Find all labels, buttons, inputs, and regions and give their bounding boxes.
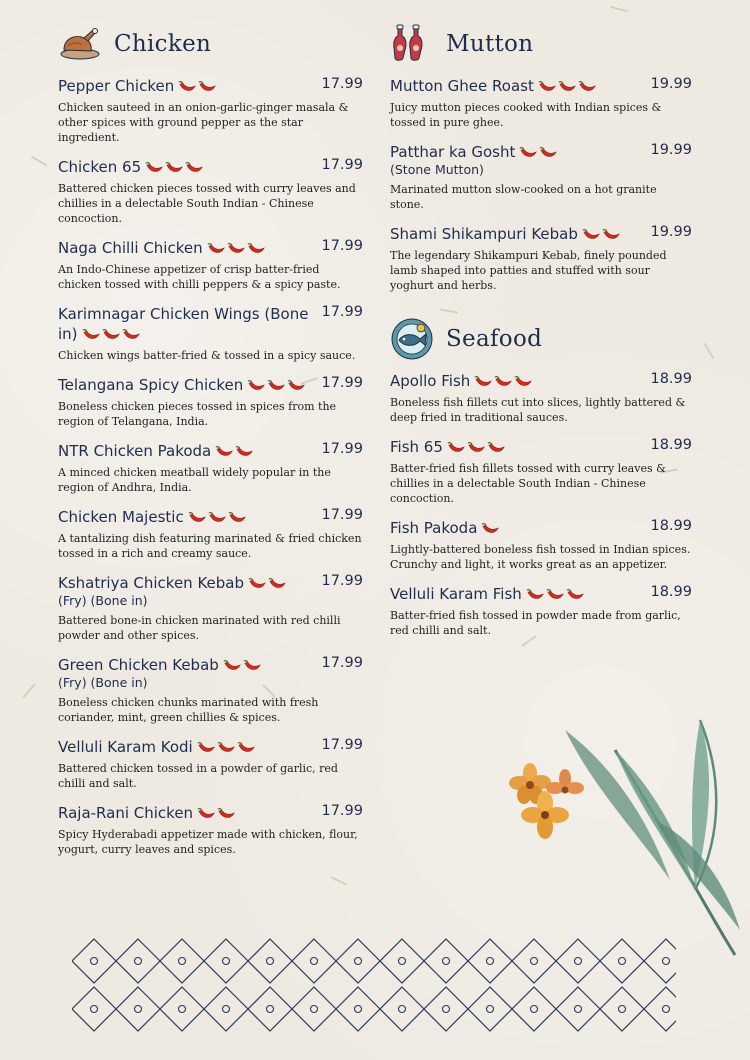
pattern-diamond bbox=[468, 939, 512, 983]
menu-item-header bbox=[390, 437, 692, 457]
menu-item-price: 19.99 bbox=[650, 142, 692, 158]
menu-item-name: Telangana Spicy Chicken bbox=[58, 376, 244, 394]
menu-item-header bbox=[58, 304, 363, 344]
menu-item-header bbox=[390, 142, 692, 178]
red-chili-icon bbox=[235, 445, 254, 459]
heat-level bbox=[481, 522, 500, 536]
seafood-items bbox=[390, 371, 692, 638]
menu-item-description: Boneless fish fillets cut into slices, lightly battered & deep fried in traditional sauces. bbox=[390, 396, 686, 424]
menu-item-price: 19.99 bbox=[650, 224, 692, 240]
pattern-diamond bbox=[116, 939, 160, 983]
red-chili-icon bbox=[243, 659, 262, 673]
menu-item bbox=[390, 142, 692, 212]
menu-item-header bbox=[390, 224, 692, 244]
seafood-title: Seafood bbox=[446, 326, 543, 352]
red-chili-icon bbox=[481, 522, 500, 536]
red-chili-icon bbox=[514, 375, 533, 389]
menu-item-price: 19.99 bbox=[650, 76, 692, 92]
pattern-dot bbox=[223, 1006, 230, 1013]
menu-item-title bbox=[58, 304, 317, 344]
red-chili-icon bbox=[247, 379, 266, 393]
menu-item-title bbox=[58, 573, 287, 609]
chicken-title: Chicken bbox=[114, 31, 212, 57]
menu-item-name: Chicken Majestic bbox=[58, 508, 184, 526]
menu-item-title bbox=[58, 507, 247, 527]
menu-item-description: A minced chicken meatball widely popular in the region of Andhra, India. bbox=[58, 466, 331, 494]
menu-item-title bbox=[390, 142, 558, 178]
menu-item-description: Juicy mutton pieces cooked with Indian spices & tossed in pure ghee. bbox=[390, 101, 662, 129]
pattern-diamond bbox=[644, 939, 676, 983]
red-chili-icon bbox=[165, 161, 184, 175]
menu-item-name: Velluli Karam Kodi bbox=[58, 738, 193, 756]
menu-item-header bbox=[58, 238, 363, 258]
heat-level bbox=[538, 80, 597, 94]
menu-item-header bbox=[390, 584, 692, 604]
red-chili-icon bbox=[198, 80, 217, 94]
red-chili-icon bbox=[215, 445, 234, 459]
red-chili-icon bbox=[247, 242, 266, 256]
pattern-dot bbox=[355, 1006, 362, 1013]
menu-item-title bbox=[58, 737, 256, 757]
menu-item-header bbox=[58, 573, 363, 609]
menu-item-name: Raja-Rani Chicken bbox=[58, 804, 194, 822]
pattern-dot bbox=[179, 958, 186, 965]
pattern-dot bbox=[311, 1006, 318, 1013]
red-chili-icon bbox=[474, 375, 493, 389]
pattern-dot bbox=[531, 958, 538, 965]
heat-level bbox=[519, 146, 558, 160]
red-chili-icon bbox=[185, 161, 204, 175]
red-chili-icon bbox=[538, 80, 557, 94]
heat-level bbox=[582, 228, 621, 242]
red-chili-icon bbox=[519, 146, 538, 160]
pattern-diamond bbox=[292, 939, 336, 983]
heat-level bbox=[247, 379, 306, 393]
menu-item bbox=[390, 584, 692, 638]
menu-item-title bbox=[58, 655, 262, 691]
heat-level bbox=[215, 445, 254, 459]
pattern-dot bbox=[619, 1006, 626, 1013]
heat-level bbox=[197, 807, 236, 821]
diamond-pattern-border bbox=[72, 937, 676, 1033]
menu-item-description: Chicken wings batter-fried & tossed in a spicy sauce. bbox=[58, 349, 356, 362]
mutton-chops-icon bbox=[390, 22, 434, 66]
menu-item bbox=[390, 437, 692, 506]
pattern-diamond bbox=[292, 987, 336, 1031]
menu-item bbox=[58, 76, 363, 145]
pattern-diamond bbox=[336, 987, 380, 1031]
pattern-dot bbox=[575, 958, 582, 965]
menu-item-name: Karimnagar Chicken Wings (Bone in) bbox=[58, 305, 309, 343]
menu-item-description: Marinated mutton slow-cooked on a hot granite stone. bbox=[390, 183, 657, 211]
menu-item-price: 18.99 bbox=[650, 371, 692, 387]
heat-level bbox=[526, 588, 585, 602]
red-chili-icon bbox=[287, 379, 306, 393]
menu-item-header bbox=[58, 803, 363, 823]
pattern-diamond bbox=[424, 939, 468, 983]
pattern-diamond bbox=[160, 987, 204, 1031]
pattern-diamond bbox=[644, 987, 676, 1031]
pattern-diamond bbox=[248, 987, 292, 1031]
menu-item-description: Batter-fried fish fillets tossed with curry leaves & chillies in a delectable South Indian - Chinese concoction. bbox=[390, 462, 666, 505]
red-chili-icon bbox=[447, 441, 466, 455]
menu-item-title bbox=[390, 224, 621, 244]
red-chili-icon bbox=[467, 441, 486, 455]
red-chili-icon bbox=[217, 807, 236, 821]
chicken-items bbox=[58, 76, 363, 857]
menu-item-name: Patthar ka Gosht bbox=[390, 143, 516, 161]
menu-item-price: 18.99 bbox=[650, 584, 692, 600]
menu-item-name: Kshatriya Chicken Kebab bbox=[58, 574, 245, 592]
pattern-diamond bbox=[600, 939, 644, 983]
menu-item-header bbox=[390, 76, 692, 96]
red-chili-icon bbox=[178, 80, 197, 94]
pattern-dot bbox=[179, 1006, 186, 1013]
menu-item-header bbox=[58, 737, 363, 757]
pattern-dot bbox=[399, 1006, 406, 1013]
red-chili-icon bbox=[582, 228, 601, 242]
red-chili-icon bbox=[558, 80, 577, 94]
menu-item-header bbox=[58, 375, 363, 395]
menu-item-title bbox=[390, 76, 597, 96]
menu-item-title bbox=[390, 437, 506, 457]
pattern-dot bbox=[619, 958, 626, 965]
roast-chicken-icon bbox=[58, 22, 102, 66]
pattern-dot bbox=[135, 1006, 142, 1013]
menu-item-name: Pepper Chicken bbox=[58, 77, 175, 95]
mutton-header bbox=[390, 22, 692, 66]
pattern-dot bbox=[443, 1006, 450, 1013]
menu-item bbox=[58, 238, 363, 292]
red-chili-icon bbox=[566, 588, 585, 602]
menu-item-description: A tantalizing dish featuring marinated & fried chicken tossed in a rich and creamy sauce. bbox=[58, 532, 362, 560]
fish-plate-icon bbox=[390, 317, 434, 361]
pattern-dot bbox=[267, 1006, 274, 1013]
menu-item-description: An Indo-Chinese appetizer of crisp batter-fried chicken tossed with chilli peppers & a spicy paste. bbox=[58, 263, 341, 291]
menu-item-name: Mutton Ghee Roast bbox=[390, 77, 534, 95]
pattern-diamond bbox=[556, 987, 600, 1031]
pattern-diamond bbox=[116, 987, 160, 1031]
pattern-dot bbox=[223, 958, 230, 965]
menu-item-price: 18.99 bbox=[650, 437, 692, 453]
flower-illustration bbox=[495, 690, 750, 960]
menu-item-header bbox=[58, 76, 363, 96]
red-chili-icon bbox=[207, 242, 226, 256]
menu-item-description: Batter-fried fish tossed in powder made from garlic, red chilli and salt. bbox=[390, 609, 681, 637]
menu-item-title bbox=[58, 238, 266, 258]
heat-level bbox=[188, 511, 247, 525]
heat-level bbox=[82, 328, 141, 342]
red-chili-icon bbox=[546, 588, 565, 602]
red-chili-icon bbox=[487, 441, 506, 455]
pattern-dot bbox=[91, 958, 98, 965]
menu-item-name: Apollo Fish bbox=[390, 372, 471, 390]
pattern-diamond bbox=[424, 987, 468, 1031]
menu-item bbox=[58, 157, 363, 226]
menu-item-description: Spicy Hyderabadi appetizer made with chicken, flour, yogurt, curry leaves and spices. bbox=[58, 828, 358, 856]
heat-level bbox=[474, 375, 533, 389]
menu-item bbox=[58, 441, 363, 495]
pattern-diamond bbox=[600, 987, 644, 1031]
pattern-dot bbox=[487, 958, 494, 965]
red-chili-icon bbox=[197, 807, 216, 821]
menu-item bbox=[58, 375, 363, 429]
red-chili-icon bbox=[217, 741, 236, 755]
menu-item-header bbox=[390, 518, 692, 538]
menu-item-name: Fish Pakoda bbox=[390, 519, 478, 537]
menu-item-description: Battered chicken tossed in a powder of garlic, red chilli and salt. bbox=[58, 762, 338, 790]
red-chili-icon bbox=[494, 375, 513, 389]
red-chili-icon bbox=[539, 146, 558, 160]
mutton-title: Mutton bbox=[446, 31, 534, 57]
menu-item-subtitle: (Fry) (Bone in) bbox=[58, 593, 148, 608]
pattern-dot bbox=[575, 1006, 582, 1013]
pattern-diamond bbox=[380, 987, 424, 1031]
pattern-diamond bbox=[336, 939, 380, 983]
menu-item-price: 17.99 bbox=[321, 737, 363, 753]
menu-item-name: NTR Chicken Pakoda bbox=[58, 442, 212, 460]
menu-item-price: 17.99 bbox=[321, 157, 363, 173]
menu-item-price: 17.99 bbox=[321, 803, 363, 819]
menu-item bbox=[58, 803, 363, 857]
red-chili-icon bbox=[102, 328, 121, 342]
menu-item-price: 17.99 bbox=[321, 238, 363, 254]
menu-item-price: 17.99 bbox=[321, 441, 363, 457]
pattern-diamond bbox=[380, 939, 424, 983]
menu-item-name: Naga Chilli Chicken bbox=[58, 239, 203, 257]
menu-item bbox=[390, 76, 692, 130]
menu-item-name: Chicken 65 bbox=[58, 158, 142, 176]
pattern-diamond bbox=[72, 939, 116, 983]
pattern-diamond bbox=[72, 987, 116, 1031]
heat-level bbox=[223, 659, 262, 673]
red-chili-icon bbox=[145, 161, 164, 175]
menu-item-price: 17.99 bbox=[321, 655, 363, 671]
pattern-diamond bbox=[512, 987, 556, 1031]
menu-item-description: Lightly-battered boneless fish tossed in Indian spices. Crunchy and light, it works great as an appetizer. bbox=[390, 543, 691, 571]
pattern-dot bbox=[91, 1006, 98, 1013]
red-chili-icon bbox=[267, 379, 286, 393]
pattern-diamond bbox=[204, 987, 248, 1031]
heat-level bbox=[447, 441, 506, 455]
menu-item bbox=[390, 224, 692, 293]
menu-item-header bbox=[58, 655, 363, 691]
pattern-diamond bbox=[160, 939, 204, 983]
red-chili-icon bbox=[248, 577, 267, 591]
red-chili-icon bbox=[228, 511, 247, 525]
menu-item bbox=[58, 507, 363, 561]
menu-item-title bbox=[58, 76, 217, 96]
menu-item-description: Chicken sauteed in an onion-garlic-ginger masala & other spices with ground pepper as the star ingredient. bbox=[58, 101, 349, 144]
menu-item-title bbox=[390, 518, 500, 538]
pattern-diamond bbox=[512, 939, 556, 983]
pattern-dot bbox=[355, 958, 362, 965]
red-chili-icon bbox=[82, 328, 101, 342]
menu-item-title bbox=[390, 584, 585, 604]
menu-item-name: Fish 65 bbox=[390, 438, 443, 456]
chicken-header bbox=[58, 22, 363, 66]
pattern-dot bbox=[267, 958, 274, 965]
menu-item-name: Shami Shikampuri Kebab bbox=[390, 225, 578, 243]
menu-item-title bbox=[58, 157, 204, 177]
red-chili-icon bbox=[122, 328, 141, 342]
menu-item-title bbox=[390, 371, 533, 391]
menu-item-description: Boneless chicken chunks marinated with fresh coriander, mint, green chillies & spices. bbox=[58, 696, 319, 724]
menu-item-name: Velluli Karam Fish bbox=[390, 585, 522, 603]
red-chili-icon bbox=[578, 80, 597, 94]
menu-item bbox=[390, 518, 692, 572]
pattern-diamond bbox=[556, 939, 600, 983]
menu-item-header bbox=[58, 157, 363, 177]
menu-item bbox=[58, 655, 363, 725]
menu-item bbox=[58, 737, 363, 791]
seafood-header bbox=[390, 317, 692, 361]
pattern-dot bbox=[663, 958, 670, 965]
pattern-dot bbox=[311, 958, 318, 965]
menu-item-price: 17.99 bbox=[321, 76, 363, 92]
menu-item-price: 18.99 bbox=[650, 518, 692, 534]
menu-item-description: Battered bone-in chicken marinated with red chilli powder and other spices. bbox=[58, 614, 341, 642]
heat-level bbox=[197, 741, 256, 755]
pattern-dot bbox=[135, 958, 142, 965]
red-chili-icon bbox=[602, 228, 621, 242]
menu-item-description: Boneless chicken pieces tossed in spices from the region of Telangana, India. bbox=[58, 400, 337, 428]
menu-item-title bbox=[58, 441, 254, 461]
menu-item-header bbox=[390, 371, 692, 391]
pattern-diamond bbox=[468, 987, 512, 1031]
menu-item-price: 17.99 bbox=[321, 507, 363, 523]
menu-item bbox=[58, 573, 363, 643]
menu-item-subtitle: (Stone Mutton) bbox=[390, 162, 484, 177]
menu-item bbox=[58, 304, 363, 363]
red-chili-icon bbox=[223, 659, 242, 673]
menu-item-header bbox=[58, 441, 363, 461]
menu-item bbox=[390, 371, 692, 425]
menu-item-price: 17.99 bbox=[321, 375, 363, 391]
menu-item-name: Green Chicken Kebab bbox=[58, 656, 219, 674]
seafood-section bbox=[390, 317, 692, 638]
pattern-dot bbox=[443, 958, 450, 965]
red-chili-icon bbox=[526, 588, 545, 602]
chicken-section bbox=[58, 22, 363, 869]
red-chili-icon bbox=[227, 242, 246, 256]
red-chili-icon bbox=[268, 577, 287, 591]
pattern-diamond bbox=[248, 939, 292, 983]
menu-item-subtitle: (Fry) (Bone in) bbox=[58, 675, 148, 690]
red-chili-icon bbox=[188, 511, 207, 525]
pattern-dot bbox=[399, 958, 406, 965]
red-chili-icon bbox=[197, 741, 216, 755]
menu-item-price: 17.99 bbox=[321, 304, 363, 320]
heat-level bbox=[207, 242, 266, 256]
menu-item-description: The legendary Shikampuri Kebab, finely pounded lamb shaped into patties and stuffed with sour yoghurt and herbs. bbox=[390, 249, 667, 292]
pattern-dot bbox=[487, 1006, 494, 1013]
heat-level bbox=[145, 161, 204, 175]
pattern-dot bbox=[531, 1006, 538, 1013]
right-column bbox=[390, 22, 692, 650]
mutton-items bbox=[390, 76, 692, 293]
red-chili-icon bbox=[208, 511, 227, 525]
pattern-dot bbox=[663, 1006, 670, 1013]
menu-item-price: 17.99 bbox=[321, 573, 363, 589]
pattern-diamond bbox=[204, 939, 248, 983]
heat-level bbox=[178, 80, 217, 94]
menu-item-title bbox=[58, 375, 306, 395]
red-chili-icon bbox=[237, 741, 256, 755]
menu-item-description: Battered chicken pieces tossed with curry leaves and chillies in a delectable South Indian - Chinese concoction. bbox=[58, 182, 356, 225]
mutton-section bbox=[390, 22, 692, 293]
menu-item-header bbox=[58, 507, 363, 527]
menu-item-title bbox=[58, 803, 236, 823]
heat-level bbox=[248, 577, 287, 591]
